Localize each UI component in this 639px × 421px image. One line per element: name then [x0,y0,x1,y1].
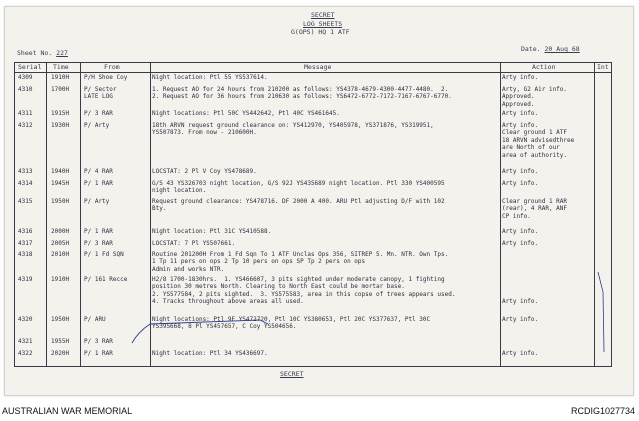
sheet-date [521,45,580,53]
time-cell: 1950H [51,198,70,205]
time-cell: 2000H [51,228,70,235]
column-header-serial: Serial [18,63,42,71]
archive-reference: RCDIG1027734 [570,406,635,416]
from-cell: P/ Arty [84,198,110,205]
message-cell: H2/8 1700-1830hrs. 1. YS466607, 3 pits sighted under moderate canopy, 1 fighting position 30 metres North. Clearing to North East could be mortar base. 2. YS577584, 2 pits sighted. 3. YS575583, area in this copse of trees appears used. 4. Tracks throughout above areas all used. [152,276,456,306]
time-cell: 1945H [51,180,70,187]
message-cell: 18th ARVN request ground clearance on: YS412970, YS405978, YS371876, YS319951, YS507873. From now - 210600H. [152,122,434,137]
from-cell: P/ 1 Fd SQN [84,251,124,258]
from-cell: P/ Arty [84,122,110,129]
message-cell: Night location: Ptl 55 YS537614. [152,74,268,81]
from-cell: P/H Shoe Coy [84,74,128,81]
log-table [14,62,612,367]
action-cell: Arty info. [502,168,539,175]
serial-cell: 4322 [18,350,33,357]
action-cell: Arty info. [502,298,539,305]
serial-cell: 4315 [18,198,33,205]
time-cell: 1700H [51,86,70,93]
serial-cell: 4312 [18,122,33,129]
time-cell: 2005H [51,240,70,247]
serial-cell: 4321 [18,338,33,345]
column-header-time: Time [53,63,69,71]
serial-cell: 4309 [18,74,33,81]
column-header-action: Action [532,63,556,71]
action-cell: Arty info. [502,228,539,235]
action-cell: Arty info. [502,110,539,117]
time-cell: 1950H [51,316,70,323]
from-cell: P/ Sector LATE LOG [84,86,117,101]
sheet-number-value: 227 [56,49,68,57]
action-cell: Arty info. [502,240,539,247]
sheet-number [17,49,68,57]
classification-footer: SECRET [280,370,304,378]
serial-cell: 4311 [18,110,33,117]
column-header-message: Message [304,63,332,71]
serial-cell: 4317 [18,240,33,247]
from-cell: P/ 1 RAR [84,180,113,187]
from-cell: P/ 3 RAR [84,240,113,247]
sheet-date-label: Date. [521,45,541,53]
serial-cell: 4319 [18,276,33,283]
serial-cell: 4314 [18,180,33,187]
message-cell: Night location: Ptl 34 YS436697. [152,350,268,357]
from-cell: P/ ARU [84,316,106,323]
from-cell: P/ 3 RAR [84,338,113,345]
message-cell: Night locations: Ptl 9E YS472720, Ptl 10C YS380653, Ptl 20C YS377637, Ptl 30C YS395668, 8 Pl YS457657, C Coy YS504656. [152,316,431,331]
serial-cell: 4310 [18,86,33,93]
message-cell: Routine 201200H From 1 Fd Sqn To 1 ATF Unclas Ops 356, SITREP 5. Mn. NTR. Own Tps. 1 Tp 11 pers on ops 2 Tp 10 pers on ops SP Tp 2 pers on ops Admin and works NTR. [152,251,449,273]
classification-header: SECRET [311,11,335,19]
action-cell: Arty info. [502,350,539,357]
action-cell: Arty info. [502,316,539,323]
from-cell: P/ 3 RAR [84,110,113,117]
message-cell: G/S 43 YS326703 night location, G/S 92J YS435689 night location. Ptl 330 YS400595 night location. [152,180,445,195]
action-cell: Arty info. [502,180,539,187]
message-cell: LOCSTAT: 7 Pl YS507661. [152,240,236,247]
column-header-from: From [104,63,120,71]
serial-cell: 4313 [18,168,33,175]
time-cell: 1910H [51,276,70,283]
time-cell: 1940H [51,168,70,175]
archive-credit: AUSTRALIAN WAR MEMORIAL [2,406,133,416]
sheet-date-value: 20 Aug 68 [544,45,580,53]
action-cell: Arty info. [502,74,539,81]
action-cell: Arty info. Clear ground 1 ATF 18 ARVN advisedthree are North of our area of authority. [502,122,575,159]
unit-heading: G(OPS) HQ 1 ATF [291,28,350,36]
from-cell: P/ 1 RAR [84,228,113,235]
time-cell: 1910H [51,74,70,81]
column-header-int: Int [597,63,609,71]
time-cell: 1955H [51,338,70,345]
serial-cell: 4320 [18,316,33,323]
message-cell: LOCSTAT: 2 Pl V Coy YS478689. [152,168,257,175]
from-cell: P/ 1 RAR [84,350,113,357]
sheet-subtitle: LOG SHEETS [303,20,343,28]
from-cell: P/ 4 RAR [84,168,113,175]
message-cell: 1. Request AO for 24 hours from 210200 as follows: YS4378-4679-4300-4477-4480. 2. 2. Request AO for 36 hours from 210630 as follows: YS6472-6772-7172-7167-6767-6770. [152,86,452,101]
time-cell: 2010H [51,251,70,258]
serial-cell: 4318 [18,251,33,258]
serial-cell: 4316 [18,228,33,235]
message-cell: Night location: Ptl 31C YS410588. [152,228,272,235]
time-cell: 1915H [51,110,70,117]
time-cell: 1930H [51,122,70,129]
action-cell: Clear ground 1 RAR (rear), 4 RAR, ANF CP info. [502,198,568,220]
time-cell: 2020H [51,350,70,357]
message-cell: Night locations: Ptl 50C YS442642, Ptl 40C YS461645. [152,110,340,117]
message-cell: Request ground clearance: YS478716. DF 2000 A 400. ARU Ptl adjusting D/F with 102 Bty. [152,198,445,213]
from-cell: P/ 161 Recce [84,276,128,283]
action-cell: Arty, G2 Air info. Approved. Approved. [502,86,568,108]
sheet-number-label: Sheet No. [17,49,53,57]
